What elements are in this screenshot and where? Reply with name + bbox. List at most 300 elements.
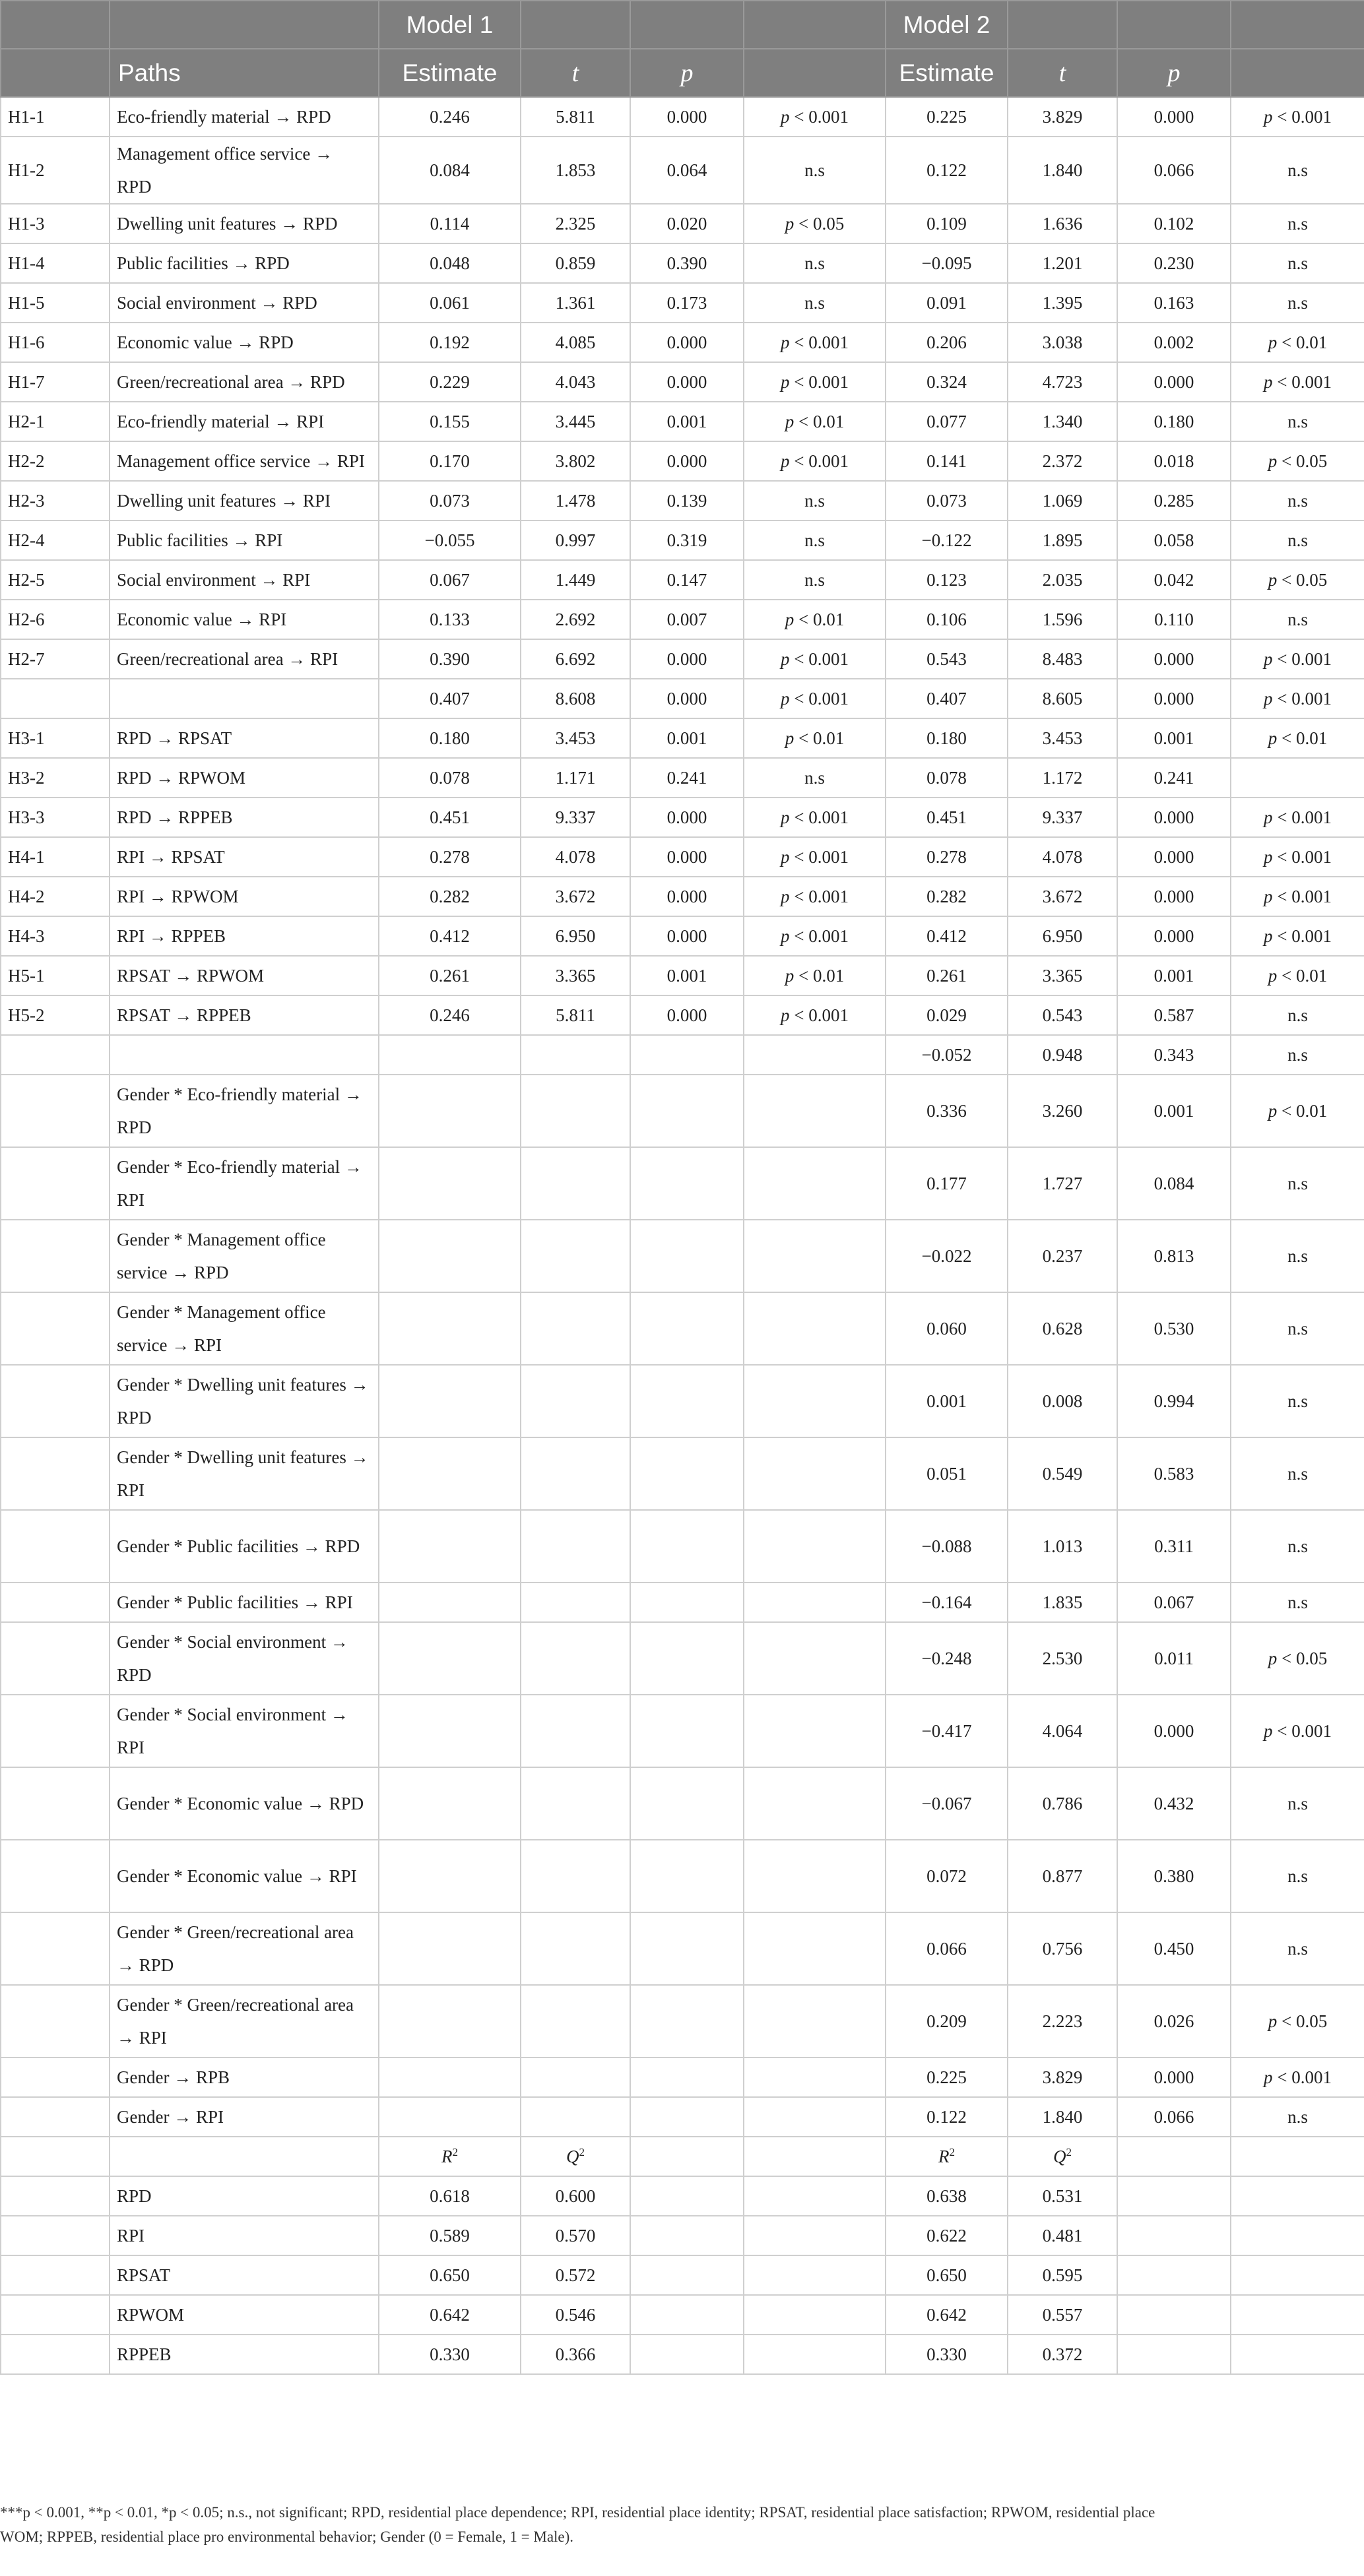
t-model1 [521, 1840, 630, 1912]
significance-model2: n.s [1231, 1292, 1364, 1365]
table-row [1, 837, 1364, 877]
t-model2: 3.672 [1008, 877, 1117, 916]
t-model1 [521, 1985, 630, 2058]
p-model2: 0.066 [1117, 2097, 1231, 2137]
significance-model2: p < 0.001 [1231, 837, 1364, 877]
r2-header-row [1, 2137, 1364, 2176]
p-model1 [630, 1035, 744, 1075]
hypothesis-id [1, 1147, 110, 1220]
hypothesis-id [1, 1622, 110, 1695]
estimate1-column-header: Estimate [379, 49, 521, 97]
t-model1: 4.078 [521, 837, 630, 877]
path-label: Gender * Dwelling unit features → RPI [110, 1437, 379, 1510]
estimate-model2: 0.177 [886, 1147, 1008, 1220]
path-label: Gender * Management office service → RPD [110, 1220, 379, 1292]
significance-model2: p < 0.01 [1231, 1075, 1364, 1147]
hypothesis-id [1, 1583, 110, 1622]
significance-model1 [744, 1583, 886, 1622]
p-model2: 0.000 [1117, 916, 1231, 956]
significance-model2: p < 0.05 [1231, 560, 1364, 600]
path-label [110, 1035, 379, 1075]
q2-label-model2: $Q^2$ [1008, 2137, 1117, 2176]
q2-model1: 0.572 [521, 2255, 630, 2295]
r2-model2: 0.622 [886, 2216, 1008, 2255]
p-model1: 0.000 [630, 639, 744, 679]
significance-model1: p < 0.001 [744, 679, 886, 718]
significance-model2: n.s [1231, 2097, 1364, 2137]
table-row [1, 1510, 1364, 1583]
significance-model2: n.s [1231, 283, 1364, 323]
significance-model2: n.s [1231, 1510, 1364, 1583]
table-row [1, 916, 1364, 956]
t-model1 [521, 1292, 630, 1365]
estimate-model1 [379, 1292, 521, 1365]
path-label: Gender * Economic value → RPI [110, 1840, 379, 1912]
r2-row [1, 2176, 1364, 2216]
significance-model1: n.s [744, 243, 886, 283]
r2-row [1, 2295, 1364, 2335]
estimate-model2: 0.336 [886, 1075, 1008, 1147]
p2-column-header: p [1117, 49, 1231, 97]
t2-column-header: t [1008, 49, 1117, 97]
construct-label: RPPEB [110, 2335, 379, 2374]
r2-row [1, 2335, 1364, 2374]
path-label: Economic value → RPD [110, 323, 379, 362]
t-model1 [521, 2097, 630, 2137]
path-label: RPI → RPSAT [110, 837, 379, 877]
r2-label-model2: $R^2$ [886, 2137, 1008, 2176]
path-label: RPD → RPSAT [110, 718, 379, 758]
table-row [1, 639, 1364, 679]
path-label: Gender * Public facilities → RPD [110, 1510, 379, 1583]
t-model2: 3.829 [1008, 97, 1117, 137]
table-row [1, 2058, 1364, 2097]
estimate-model2: 0.141 [886, 441, 1008, 481]
construct-label: RPWOM [110, 2295, 379, 2335]
r2-model1: 0.618 [379, 2176, 521, 2216]
p-model2: 0.530 [1117, 1292, 1231, 1365]
path-label [110, 679, 379, 718]
hypothesis-id: H4-3 [1, 916, 110, 956]
path-label: RPI → RPPEB [110, 916, 379, 956]
model2-header: Model 2 [886, 1, 1008, 49]
significance-model2: n.s [1231, 1035, 1364, 1075]
p-model2: 0.058 [1117, 520, 1231, 560]
t-model1 [521, 1695, 630, 1767]
estimate-model1: 0.073 [379, 481, 521, 520]
path-label: Gender * Management office service → RPI [110, 1292, 379, 1365]
hypothesis-id [1, 1035, 110, 1075]
t-model1 [521, 1510, 630, 1583]
r2-label-model1: $R^2$ [379, 2137, 521, 2176]
table-row [1, 520, 1364, 560]
table-row [1, 137, 1364, 204]
p-model2: 0.002 [1117, 323, 1231, 362]
estimate-model1: 0.451 [379, 798, 521, 837]
path-label: Economic value → RPI [110, 600, 379, 639]
significance-model2: n.s [1231, 204, 1364, 243]
estimate-model1: 0.261 [379, 956, 521, 995]
t-model2: 3.453 [1008, 718, 1117, 758]
significance-model1 [744, 1840, 886, 1912]
significance-model1 [744, 1622, 886, 1695]
hypothesis-id [1, 1365, 110, 1437]
q2-label-model1: $Q^2$ [521, 2137, 630, 2176]
estimate-model1: 0.282 [379, 877, 521, 916]
r2-section [1, 2137, 1364, 2374]
t-model2: 3.038 [1008, 323, 1117, 362]
header-row-columns [1, 49, 1364, 97]
significance-model2: p < 0.01 [1231, 956, 1364, 995]
q2-model1: 0.546 [521, 2295, 630, 2335]
p-model2: 0.018 [1117, 441, 1231, 481]
significance-model1: n.s [744, 481, 886, 520]
t-model2: 2.530 [1008, 1622, 1117, 1695]
path-label: Gender → RPB [110, 2058, 379, 2097]
t-model2: 1.835 [1008, 1583, 1117, 1622]
t-model1: 3.453 [521, 718, 630, 758]
estimate-model2: 0.324 [886, 362, 1008, 402]
significance-model2: n.s [1231, 1220, 1364, 1292]
hypothesis-id [1, 2058, 110, 2097]
hypothesis-id [1, 1510, 110, 1583]
significance-model1 [744, 1985, 886, 2058]
t-model2: 1.840 [1008, 2097, 1117, 2137]
t-model2: 1.013 [1008, 1510, 1117, 1583]
t-model1: 3.802 [521, 441, 630, 481]
p-model2: 0.163 [1117, 283, 1231, 323]
p-model1: 0.000 [630, 441, 744, 481]
estimate-model1: 0.078 [379, 758, 521, 798]
p-model1: 0.390 [630, 243, 744, 283]
t-model2: 0.237 [1008, 1220, 1117, 1292]
significance-model2: n.s [1231, 1437, 1364, 1510]
significance-model2: n.s [1231, 243, 1364, 283]
t-model2: 3.365 [1008, 956, 1117, 995]
p-model1: 0.147 [630, 560, 744, 600]
path-label: Gender * Dwelling unit features → RPD [110, 1365, 379, 1437]
estimate-model2: 0.072 [886, 1840, 1008, 1912]
r2-row [1, 2255, 1364, 2295]
estimate-model2: 0.543 [886, 639, 1008, 679]
t-model2: 0.756 [1008, 1912, 1117, 1985]
p-model1: 0.000 [630, 679, 744, 718]
p-model1 [630, 1075, 744, 1147]
estimate-model2: 0.412 [886, 916, 1008, 956]
estimate-model1: 0.180 [379, 718, 521, 758]
path-label: Gender * Economic value → RPD [110, 1767, 379, 1840]
t-model2: 1.727 [1008, 1147, 1117, 1220]
significance-model1 [744, 1220, 886, 1292]
estimate-model1 [379, 1510, 521, 1583]
table-row [1, 600, 1364, 639]
table-row [1, 718, 1364, 758]
estimate-model2: 0.001 [886, 1365, 1008, 1437]
p-model2: 0.000 [1117, 97, 1231, 137]
significance-model1 [744, 1912, 886, 1985]
p-model2: 0.000 [1117, 679, 1231, 718]
t-model1: 1.853 [521, 137, 630, 204]
significance-model2: n.s [1231, 1840, 1364, 1912]
p-model2: 0.000 [1117, 362, 1231, 402]
p-model2: 0.380 [1117, 1840, 1231, 1912]
table-body [1, 97, 1364, 2137]
t-model1: 3.672 [521, 877, 630, 916]
t-model1: 5.811 [521, 97, 630, 137]
p-model1: 0.001 [630, 956, 744, 995]
significance-model2: p < 0.05 [1231, 1985, 1364, 2058]
significance-model1 [744, 2058, 886, 2097]
construct-label: RPI [110, 2216, 379, 2255]
table-row [1, 1075, 1364, 1147]
table-row [1, 560, 1364, 600]
path-label: Management office service → RPD [110, 137, 379, 204]
t-model1: 4.085 [521, 323, 630, 362]
q2-model1: 0.600 [521, 2176, 630, 2216]
t-model1 [521, 1437, 630, 1510]
p-model2: 0.343 [1117, 1035, 1231, 1075]
significance-model1: n.s [744, 520, 886, 560]
estimate-model2: 0.122 [886, 2097, 1008, 2137]
estimate-model2: 0.078 [886, 758, 1008, 798]
table-footnote [0, 2500, 1346, 2549]
table-row [1, 679, 1364, 718]
hypothesis-id: H1-5 [1, 283, 110, 323]
significance-model2 [1231, 758, 1364, 798]
significance-model2: p < 0.01 [1231, 323, 1364, 362]
significance-model1: p < 0.001 [744, 639, 886, 679]
r2-model2: 0.650 [886, 2255, 1008, 2295]
p-model2: 0.042 [1117, 560, 1231, 600]
table-row [1, 1985, 1364, 2058]
p-model1 [630, 1767, 744, 1840]
path-label: Gender * Social environment → RPD [110, 1622, 379, 1695]
estimate-model2: 0.225 [886, 97, 1008, 137]
estimate-model2: 0.066 [886, 1912, 1008, 1985]
estimate-model1 [379, 2097, 521, 2137]
table-row [1, 877, 1364, 916]
footnote-line-1: ***p < 0.001, **p < 0.01, *p < 0.05; n.s., not significant; RPD, residential place dependence; RPI, residential place identity; RPSAT, residential place satisfaction; RPWOM, residential place [0, 2504, 1155, 2521]
path-label: Dwelling unit features → RPI [110, 481, 379, 520]
t-model1 [521, 1147, 630, 1220]
p-model2: 0.000 [1117, 798, 1231, 837]
t-model1 [521, 1365, 630, 1437]
estimate-model2: 0.278 [886, 837, 1008, 877]
hypothesis-id: H2-3 [1, 481, 110, 520]
p-model1: 0.000 [630, 97, 744, 137]
t-model2: 0.008 [1008, 1365, 1117, 1437]
estimate-model1: 0.246 [379, 97, 521, 137]
path-label: Green/recreational area → RPD [110, 362, 379, 402]
t-model2: 1.069 [1008, 481, 1117, 520]
r2-model2: 0.330 [886, 2335, 1008, 2374]
p-model1 [630, 1583, 744, 1622]
significance-model2: n.s [1231, 1912, 1364, 1985]
p-model2: 0.000 [1117, 877, 1231, 916]
p-model1 [630, 1985, 744, 2058]
hypothesis-id [1, 1840, 110, 1912]
p-model1 [630, 1840, 744, 1912]
t-model1: 2.692 [521, 600, 630, 639]
estimate-model2: −0.164 [886, 1583, 1008, 1622]
path-label: Gender * Green/recreational area → RPI [110, 1985, 379, 2058]
estimate-model2: 0.109 [886, 204, 1008, 243]
path-label: RPD → RPWOM [110, 758, 379, 798]
p-model2: 0.066 [1117, 137, 1231, 204]
significance-model2: n.s [1231, 402, 1364, 441]
significance-model2: n.s [1231, 137, 1364, 204]
table-row [1, 362, 1364, 402]
hypothesis-id [1, 2097, 110, 2137]
path-label: Gender * Public facilities → RPI [110, 1583, 379, 1622]
t-model2: 1.895 [1008, 520, 1117, 560]
t-model1: 1.361 [521, 283, 630, 323]
p-model2: 0.084 [1117, 1147, 1231, 1220]
hypothesis-id: H3-1 [1, 718, 110, 758]
paths-column-header: Paths [110, 49, 379, 97]
estimate-model2: 0.180 [886, 718, 1008, 758]
t-model2: 3.829 [1008, 2058, 1117, 2097]
significance-model1: p < 0.001 [744, 995, 886, 1035]
t-model2: 9.337 [1008, 798, 1117, 837]
p-model2: 0.001 [1117, 1075, 1231, 1147]
t-model2: 4.723 [1008, 362, 1117, 402]
hypothesis-id [1, 1985, 110, 2058]
significance-model2: p < 0.001 [1231, 639, 1364, 679]
path-label: RPI → RPWOM [110, 877, 379, 916]
p-model2: 0.583 [1117, 1437, 1231, 1510]
p-model2: 0.011 [1117, 1622, 1231, 1695]
t-model1 [521, 1035, 630, 1075]
p-model2: 0.001 [1117, 718, 1231, 758]
significance-model2: p < 0.01 [1231, 718, 1364, 758]
path-label: Eco-friendly material → RPI [110, 402, 379, 441]
t-model1: 6.692 [521, 639, 630, 679]
significance-model1: n.s [744, 560, 886, 600]
t-model1: 5.811 [521, 995, 630, 1035]
table-row [1, 2097, 1364, 2137]
t-model2: 1.340 [1008, 402, 1117, 441]
hypothesis-id [1, 1767, 110, 1840]
table-row [1, 481, 1364, 520]
t-model2: 0.948 [1008, 1035, 1117, 1075]
p-model1 [630, 1365, 744, 1437]
t-model2: 3.260 [1008, 1075, 1117, 1147]
t-model2: 6.950 [1008, 916, 1117, 956]
table-row [1, 1695, 1364, 1767]
estimate-model1: 0.246 [379, 995, 521, 1035]
path-label: Gender * Green/recreational area → RPD [110, 1912, 379, 1985]
significance-model2: n.s [1231, 1583, 1364, 1622]
p-model1: 0.000 [630, 877, 744, 916]
t-model2: 1.395 [1008, 283, 1117, 323]
r2-model1: 0.589 [379, 2216, 521, 2255]
estimate-model1: 0.278 [379, 837, 521, 877]
t-model1 [521, 2058, 630, 2097]
p-model1: 0.000 [630, 362, 744, 402]
construct-label: RPD [110, 2176, 379, 2216]
estimate-model2: −0.095 [886, 243, 1008, 283]
p-model2: 0.813 [1117, 1220, 1231, 1292]
significance-model2: p < 0.001 [1231, 798, 1364, 837]
significance-model1: p < 0.01 [744, 600, 886, 639]
estimate-model1: 0.084 [379, 137, 521, 204]
t-model2: 8.483 [1008, 639, 1117, 679]
p-model2: 0.432 [1117, 1767, 1231, 1840]
table-row [1, 1912, 1364, 1985]
p-model1: 0.000 [630, 323, 744, 362]
significance-model1: p < 0.001 [744, 798, 886, 837]
estimate-model1: 0.133 [379, 600, 521, 639]
t-model1 [521, 1622, 630, 1695]
significance-model2: n.s [1231, 1365, 1364, 1437]
estimate-model2: 0.122 [886, 137, 1008, 204]
estimate-model1 [379, 1583, 521, 1622]
significance-model1: p < 0.05 [744, 204, 886, 243]
estimate-model2: 0.106 [886, 600, 1008, 639]
path-label: Eco-friendly material → RPD [110, 97, 379, 137]
significance-model1 [744, 1767, 886, 1840]
estimate-model1: 0.192 [379, 323, 521, 362]
significance-model2: p < 0.001 [1231, 877, 1364, 916]
t-model1: 2.325 [521, 204, 630, 243]
t-model1 [521, 1583, 630, 1622]
estimate-model2: −0.088 [886, 1510, 1008, 1583]
estimate-model1: 0.407 [379, 679, 521, 718]
estimate-model1: 0.170 [379, 441, 521, 481]
p-model2: 0.994 [1117, 1365, 1231, 1437]
estimate-model1: 0.155 [379, 402, 521, 441]
significance-model1 [744, 1035, 886, 1075]
p-model1: 0.000 [630, 798, 744, 837]
table-row [1, 1292, 1364, 1365]
table-row [1, 97, 1364, 137]
significance-model1: p < 0.001 [744, 877, 886, 916]
p1-column-header: p [630, 49, 744, 97]
estimate-model2: 0.051 [886, 1437, 1008, 1510]
hypothesis-id: H2-2 [1, 441, 110, 481]
estimate-model1: 0.048 [379, 243, 521, 283]
path-label: Green/recreational area → RPI [110, 639, 379, 679]
path-label: Gender * Social environment → RPI [110, 1695, 379, 1767]
significance-model1: p < 0.01 [744, 956, 886, 995]
t-model2: 0.877 [1008, 1840, 1117, 1912]
significance-model1 [744, 1437, 886, 1510]
p-model1: 0.001 [630, 718, 744, 758]
p-model2: 0.230 [1117, 243, 1231, 283]
p-model1: 0.000 [630, 837, 744, 877]
t-model2: 1.172 [1008, 758, 1117, 798]
significance-model1 [744, 1510, 886, 1583]
hypothesis-id: H1-6 [1, 323, 110, 362]
significance-model2: p < 0.001 [1231, 2058, 1364, 2097]
t-model2: 8.605 [1008, 679, 1117, 718]
p-model1 [630, 1510, 744, 1583]
t-model2: 2.035 [1008, 560, 1117, 600]
p-model2: 0.102 [1117, 204, 1231, 243]
r2-model1: 0.650 [379, 2255, 521, 2295]
q2-model2: 0.481 [1008, 2216, 1117, 2255]
significance-model2: n.s [1231, 520, 1364, 560]
path-label: Gender → RPI [110, 2097, 379, 2137]
p-model1 [630, 1912, 744, 1985]
path-label: Social environment → RPD [110, 283, 379, 323]
significance-model1: n.s [744, 283, 886, 323]
p-model2: 0.450 [1117, 1912, 1231, 1985]
hypothesis-id: H2-5 [1, 560, 110, 600]
t-model1: 0.997 [521, 520, 630, 560]
estimate-model1: 0.114 [379, 204, 521, 243]
